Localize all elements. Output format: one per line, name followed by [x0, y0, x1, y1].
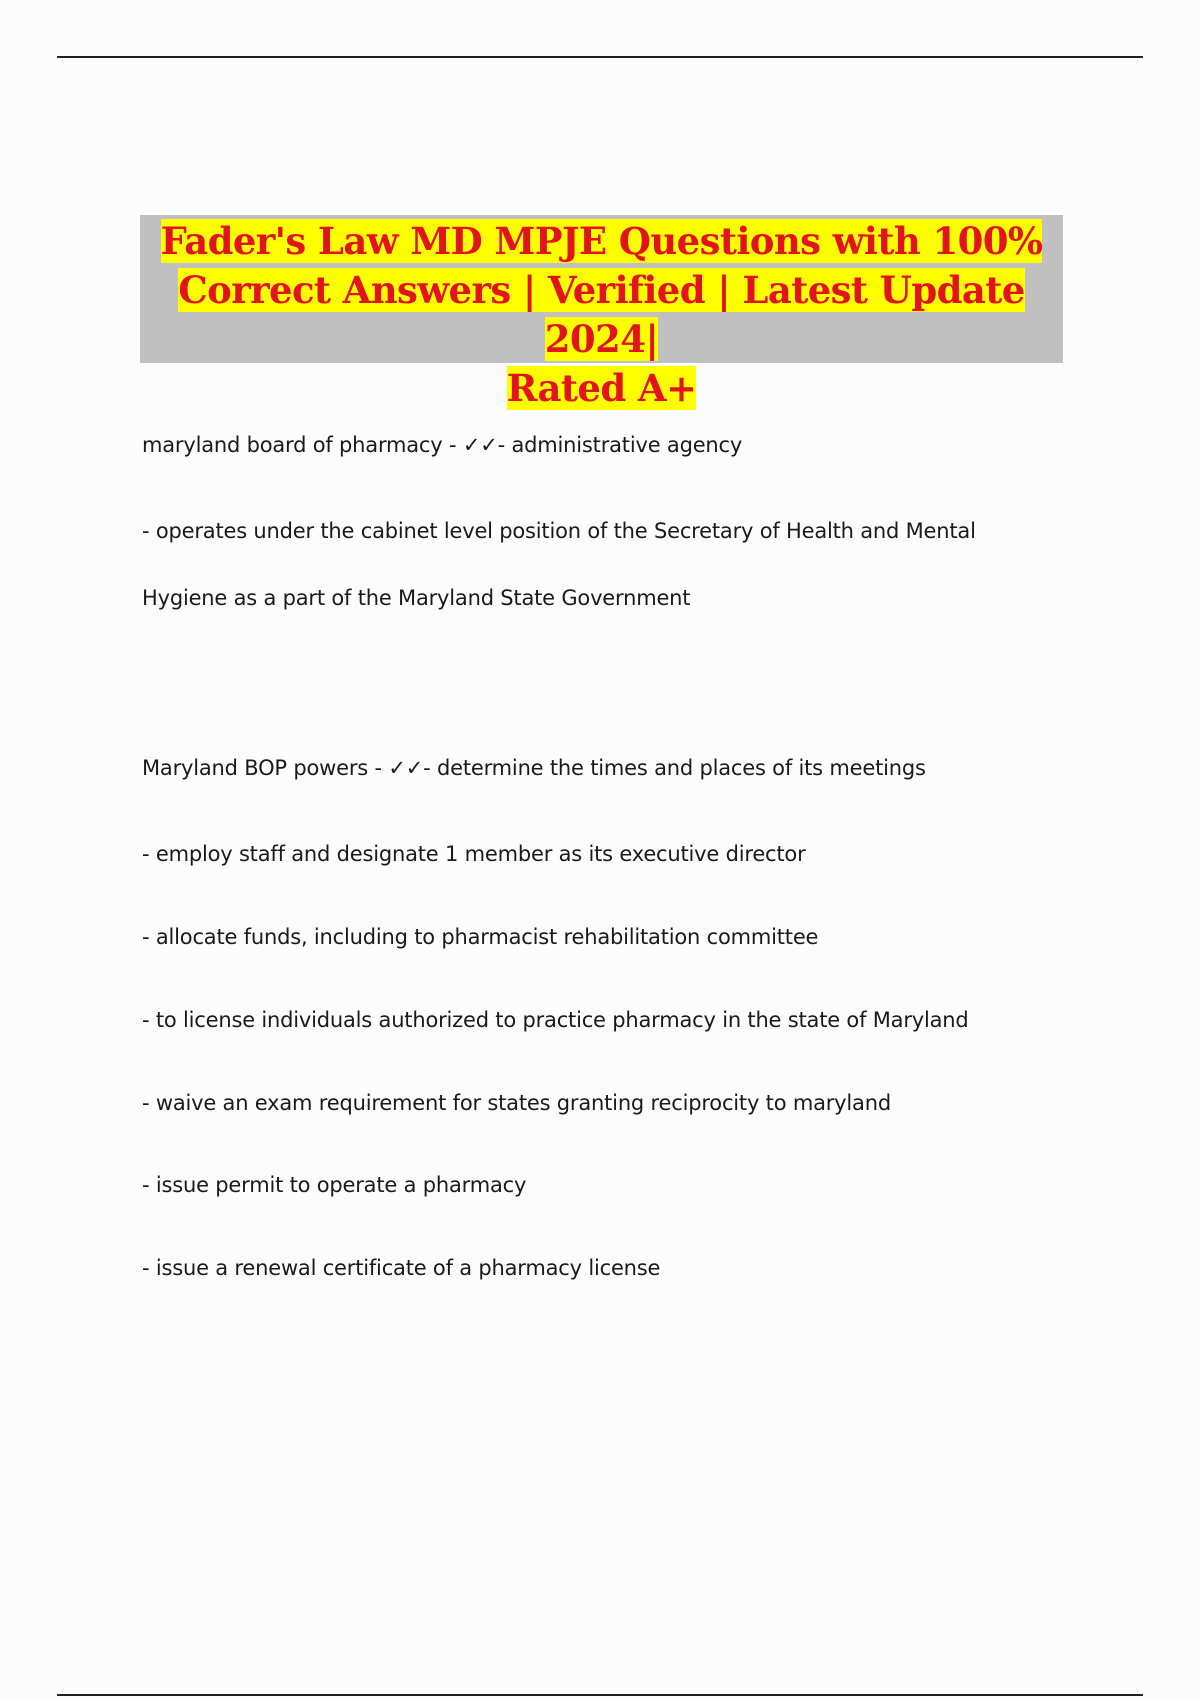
- document-title: [140, 215, 1063, 410]
- checkmark-icon: ✓✓: [388, 756, 424, 780]
- entry-term: Maryland BOP powers -: [142, 756, 389, 780]
- top-rule: [57, 56, 1143, 58]
- bullet-item: - issue permit to operate a pharmacy: [142, 1173, 527, 1197]
- entry-board-of-pharmacy: [142, 432, 742, 458]
- bullet-item: - issue a renewal certificate of a pharmacy license: [142, 1256, 661, 1280]
- entry-bop-powers: [142, 755, 926, 781]
- entry-answer: - determine the times and places of its meetings: [423, 756, 926, 780]
- bottom-rule: [57, 1694, 1143, 1696]
- entry-operates-line-2: Hygiene as a part of the Maryland State Government: [142, 586, 691, 610]
- title-line-3: Rated A+: [506, 366, 697, 410]
- title-line-2: Correct Answers | Verified | Latest Update 2024|: [178, 268, 1025, 361]
- bullet-item: - waive an exam requirement for states granting reciprocity to maryland: [142, 1091, 891, 1115]
- title-line-1: Fader's Law MD MPJE Questions with 100%: [160, 219, 1043, 263]
- entry-answer: - administrative agency: [497, 433, 743, 457]
- entry-operates-line-1: - operates under the cabinet level position of the Secretary of Health and Mental: [142, 519, 976, 543]
- entry-term: maryland board of pharmacy -: [142, 433, 463, 457]
- bullet-item: - to license individuals authorized to practice pharmacy in the state of Maryland: [142, 1008, 969, 1032]
- bullet-item: - allocate funds, including to pharmacist rehabilitation committee: [142, 925, 819, 949]
- checkmark-icon: ✓✓: [462, 433, 498, 457]
- bullet-item: - employ staff and designate 1 member as its executive director: [142, 842, 806, 866]
